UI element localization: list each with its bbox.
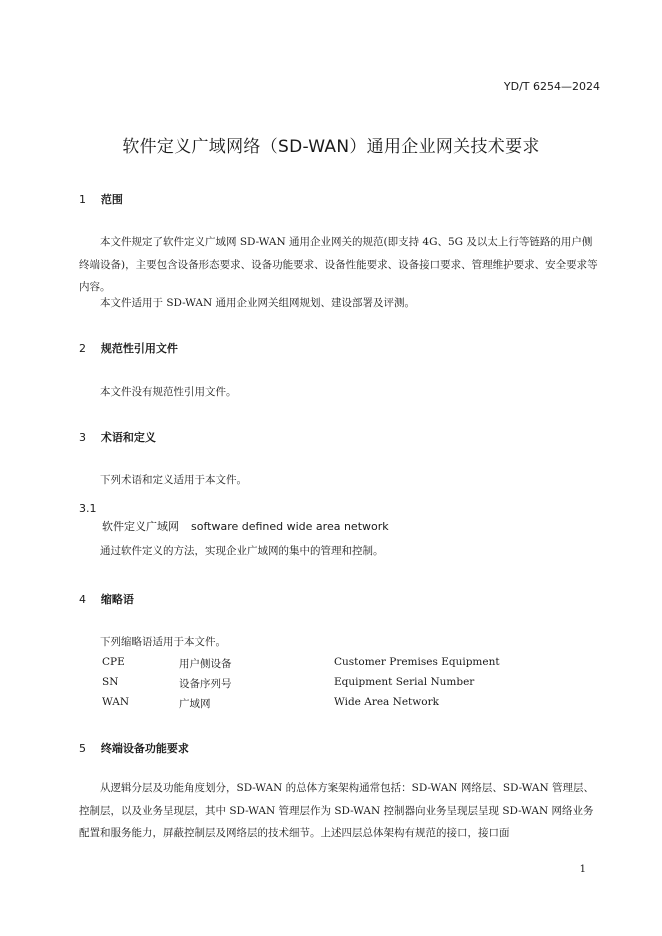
term-number: 3.1: [79, 502, 97, 515]
section-number: 2: [79, 342, 86, 355]
term-entry: [102, 518, 389, 534]
section-title: 终端设备功能要求: [100, 742, 189, 755]
section-number: 5: [79, 742, 86, 755]
section-title: 范围: [100, 193, 123, 206]
abbreviations-intro: 下列缩略语适用于本文件。: [100, 636, 226, 648]
section-title: 术语和定义: [100, 431, 156, 444]
section-1-paragraph-2: 本文件适用于 SD-WAN 通用企业网关组网规划、建设部署及评测。: [100, 297, 415, 309]
term-chinese: 软件定义广域网: [102, 520, 179, 533]
term-definition: 通过软件定义的方法，实现企业广域网的集中的管理和控制。: [100, 545, 384, 557]
section-1-heading: [79, 191, 123, 207]
section-1-paragraph-1: 本文件规定了软件定义广域网 SD-WAN 通用企业网关的规范(即支持 4G、5G 及以太上行等链路的用户侧终端设备)，主要包含设备形态要求、设备功能要求、设备性能要求、设备接口要求、管理维护要求、安全要求等内容。: [79, 236, 598, 293]
section-5-heading: [79, 740, 189, 756]
section-title: 缩略语: [100, 593, 134, 606]
abbreviation-code: CPE: [102, 656, 125, 668]
abbreviation-english: Wide Area Network: [334, 696, 439, 708]
abbreviation-chinese: 设备序列号: [179, 678, 232, 690]
section-title: 规范性引用文件: [100, 342, 178, 355]
document-title: 软件定义广域网络（SD-WAN）通用企业网关技术要求: [122, 137, 540, 157]
section-number: 4: [79, 593, 86, 606]
section-2-paragraph-1: 本文件没有规范性引用文件。: [100, 386, 237, 398]
abbreviation-code: WAN: [102, 696, 130, 708]
abbreviation-code: SN: [102, 676, 119, 688]
abbreviation-english: Equipment Serial Number: [334, 676, 475, 688]
page-number: 1: [579, 864, 586, 875]
section-3-heading: [79, 429, 156, 445]
section-3-paragraph-1: 下列术语和定义适用于本文件。: [100, 474, 247, 486]
section-number: 1: [79, 193, 86, 206]
section-number: 3: [79, 431, 86, 444]
section-2-heading: [79, 340, 178, 356]
document-number: YD/T 6254—2024: [503, 80, 600, 93]
abbreviation-chinese: 用户侧设备: [179, 658, 232, 670]
abbreviation-chinese: 广域网: [179, 698, 211, 710]
abbreviation-english: Customer Premises Equipment: [334, 656, 500, 668]
section-5-paragraph-1: 从逻辑分层及功能角度划分，SD-WAN 的总体方案架构通常包括：SD-WAN 网络层、SD-WAN 管理层、控制层，以及业务呈现层，其中 SD-WAN 管理层作为 SD-WAN 控制器向业务呈现层呈现 SD-WAN 网络业务配置和服务能力，屏蔽控制层及网络层的技术细节。上述四层总体架构有规范的接口，接口面: [79, 782, 594, 839]
term-english: software defined wide area network: [191, 520, 389, 533]
section-4-heading: [79, 591, 134, 607]
